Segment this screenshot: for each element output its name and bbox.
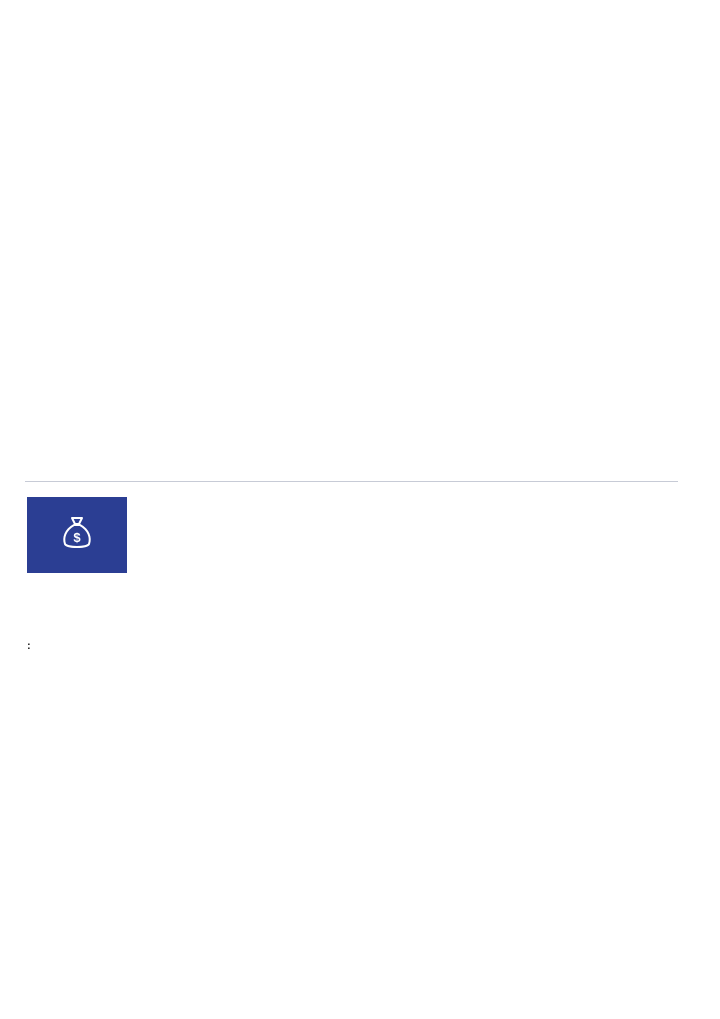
svg-text:$: $: [73, 530, 81, 545]
scf-speaker-list: [27, 640, 687, 653]
scf-track-icon: [27, 497, 127, 573]
section-divider: [25, 481, 678, 482]
money-bag-icon: [62, 516, 92, 550]
speakers-heading: :: [27, 640, 31, 652]
